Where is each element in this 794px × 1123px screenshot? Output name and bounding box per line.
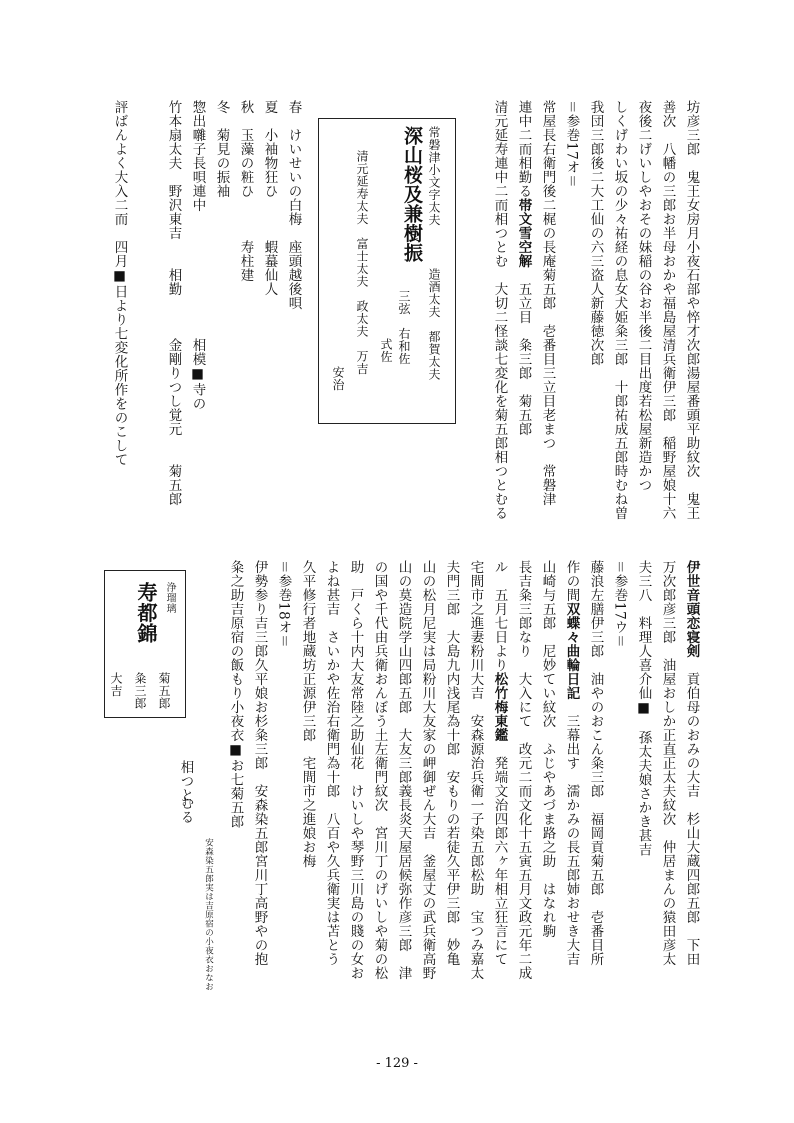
text-run: 連中二而相勤る (515, 100, 532, 198)
box-label: 浄瑠璃 (164, 582, 175, 614)
text-column: 坊彦三郎 鬼王女房月小夜石部や悴才次郎湯屋番頭平助紋次 鬼王 (683, 100, 700, 520)
text-run: ル 五月七日より (491, 560, 508, 672)
text-column: 助 戸くら十内大友常陸之助仙花 けいしや琴野三川島の賤の女お (347, 560, 364, 980)
text-column: 夜後二げいしやおその妹稲の谷お半後二目出度若松屋新造かつ (635, 100, 652, 492)
text-column: 山の松月尼実は局粉川大友家の岬御ぜん大吉 釜屋丈の武兵衛高野 (419, 560, 436, 980)
text-column: 冬 菊見の振袖 (213, 100, 230, 198)
text-column: しくげわい坂の少々祐経の息女犬姫粂三郎 十郎祐成五郎時むね曽 (611, 100, 628, 520)
text-run: 三幕出す 濡かみの長五郎姉おせき大吉 (563, 700, 580, 966)
performer-line: 菊五郎 (157, 672, 171, 710)
text-column: 藤浪左膳伊三郎 油やのおこん粂三郎 福岡貢菊五郎 壱番目所 (587, 560, 604, 966)
text-column (492, 560, 506, 966)
text-column: 夫三八 料理人喜介仙■ 孫太夫娘さかき甚吉 (635, 560, 652, 857)
text-column: 評ばんよく大入二而 四月■日より七変化所作をのこして (111, 100, 128, 467)
play-title: 松竹梅東鑑 (491, 672, 508, 742)
text-column: 夏 小袖物狂ひ 蝦蟇仙人 (261, 100, 278, 296)
text-run: 作の間 (563, 560, 580, 602)
text-column: 竹本扇太夫 野沢東吉 相勤 金剛りつし覚元 菊五郎 (165, 100, 182, 506)
annotation-note: 安森染五郎実は吉原宿の小夜衣おなお (203, 838, 214, 991)
text-column: 久平修行者地蔵坊正源伊三郎 宅間市之進娘お梅 (299, 560, 316, 868)
text-column: 長吉粂三郎なり 大入にて 改元二而文化十五寅五月文政元年二成 (515, 560, 532, 980)
text-column: 夫門三郎 大島九内浅尾為十郎 安もりの若徒久平伊三郎 妙亀 (443, 560, 460, 966)
text-column (684, 560, 698, 966)
text-column: の国や千代由兵衛おんぼう土左衛門紋次 宮川丁のげいしや菊の松 (371, 560, 388, 980)
performer-line: 造酒太夫 都賀太夫 (427, 268, 441, 381)
text-column: 伊勢参り吉三郎久平娘お杉粂三郎 安森染五郎宮川丁高野やの抱 (251, 560, 268, 966)
text-run: 貢伯母のおみの大吉 杉山大蔵四郎五郎 下田 (683, 658, 700, 966)
text-column: 相つと (177, 760, 194, 802)
play-title: 帯文雪空解 (515, 198, 532, 268)
text-column: 善次 八幡の三郎お半母おかや福島屋清兵衛伊三郎 稲野屋娘十六 (659, 100, 676, 520)
text-column: 粂之助吉原宿の飯もり小夜衣■お七菊五郎 (227, 560, 244, 829)
play-title: 双蝶々曲輪日記 (563, 602, 580, 700)
text-column: 宅間市之進妻粉川大吉 安森源治兵衛一子染五郎松助 宝つみ嘉太 (467, 560, 484, 980)
section-marker: ＝参巻17オ＝ (563, 100, 580, 189)
performer-line: 粂三郎 (133, 672, 147, 710)
play-title: 寿都錦 (134, 582, 158, 644)
section-marker: ＝参巻18オ＝ (275, 560, 292, 649)
text-column: 常屋長右衛門後二梶の長庵菊五郎 壱番目三立目老まつ 常磐津 (539, 100, 556, 506)
text-column (516, 100, 530, 436)
text-column: 山の莫造院学山四郎五郎 大友三郎義長炎天屋居候弥作彦三郎 津 (395, 560, 412, 980)
page-number: - 129 - (376, 1056, 418, 1071)
text-run: 発端文治四郎六ヶ年相立狂言にて (491, 742, 508, 966)
text-column: むる (177, 796, 194, 824)
text-column: 清元延寿連中二而相つとむ 大切二怪談七変化を菊五郎相つとむる (491, 100, 508, 520)
text-column: 万次郎彦三郎 油屋おしか正直正太夫紋次 仲居まんの猿田彦太 (659, 560, 676, 966)
performer-line: 三弦 右和佐 (397, 290, 411, 365)
text-column (564, 560, 578, 966)
performer-line: 大吉 (109, 672, 123, 697)
performer-line: 式佐 (379, 338, 393, 363)
text-run: 五立目 粂三郎 菊五郎 (515, 268, 532, 436)
play-title: 深山桜及兼樹振 (401, 126, 423, 263)
text-column: 惣出囃子長唄連中 相模■寺の (189, 100, 206, 411)
section-marker: ＝参巻17ウ＝ (611, 560, 628, 649)
play-title: 伊世音頭恋寝剣 (683, 560, 700, 658)
text-column: 我団三郎後二大工仙の六三盗人新藤徳次郎 (587, 100, 604, 366)
text-column: 春 けいせいの白梅 座頭越後唄 (285, 100, 302, 310)
performer-line: 清元延寿太夫 富士太夫 政太夫 万吉 (355, 150, 369, 375)
text-column: 山崎与五郎 尼妙てい紋次 ふじやあづま路之助 はなれ駒 (539, 560, 556, 938)
performer-line: 常磐津小文字太夫 (427, 126, 441, 226)
performer-line: 安治 (331, 366, 345, 391)
text-column: 秋 玉藻の粧ひ 寿柱建 (237, 100, 254, 282)
text-column: よね甚吉 さいかや佐治右衛門為十郎 八百や久兵衛実は苫とう (323, 560, 340, 966)
